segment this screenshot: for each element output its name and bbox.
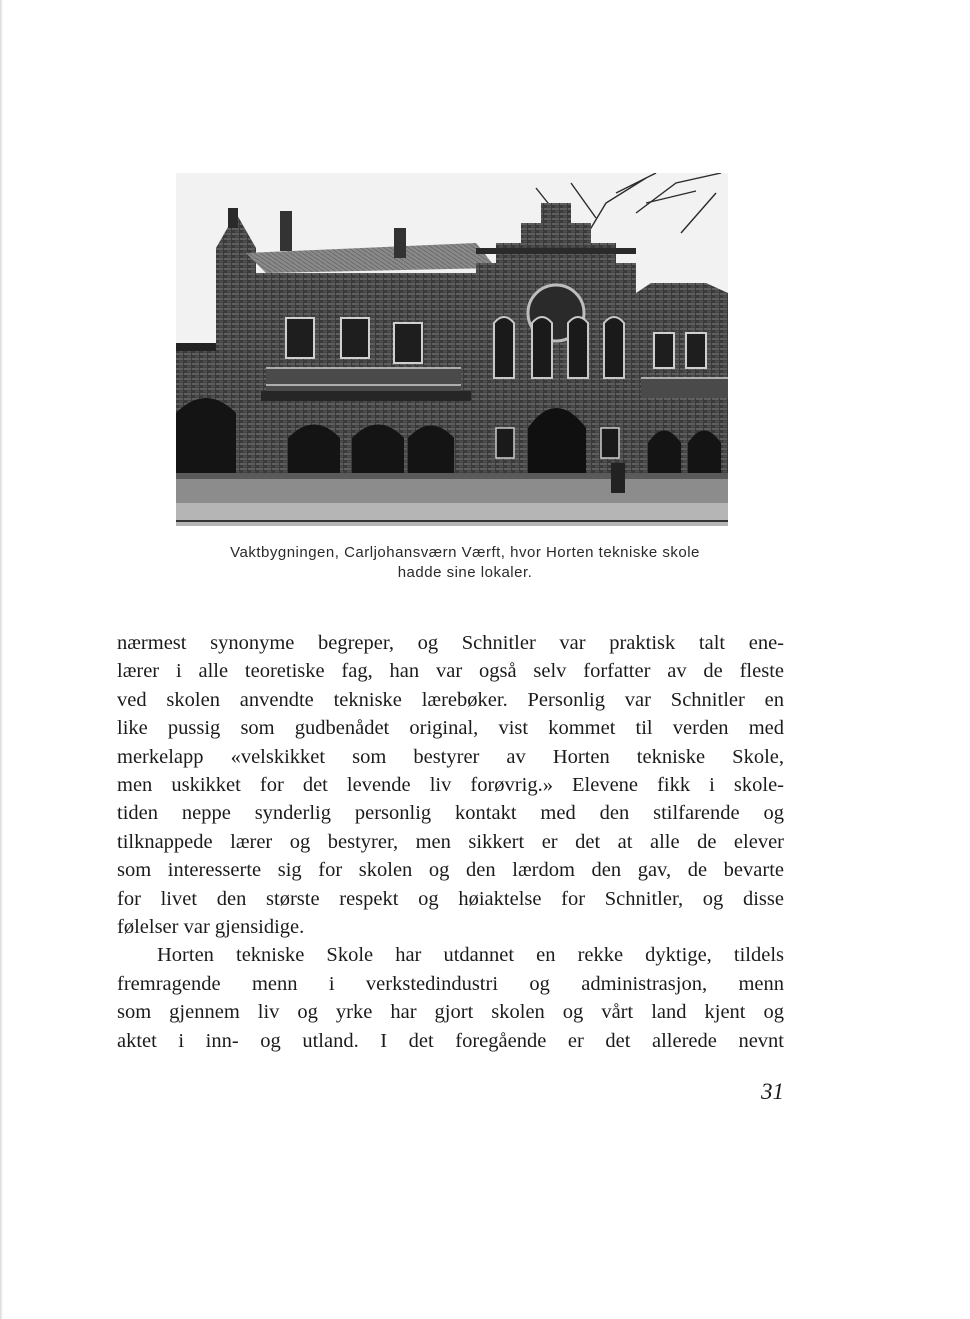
text-line: tiden neppe synderlig personlig kontakt med den stilfarende og bbox=[117, 802, 784, 825]
text-line: fremragende menn i verkstedindustri og administrasjon, menn bbox=[117, 972, 784, 995]
text-line: aktet i inn- og utland. I det foregående er det allerede nevnt bbox=[117, 1029, 784, 1052]
page-edge-shadow bbox=[0, 0, 3, 1319]
text-line: følelser var gjensidige. bbox=[117, 916, 305, 939]
text-line: som interesserte sig for skolen og den lærdom den gav, de bevarte bbox=[117, 859, 784, 882]
text-line: Horten tekniske Skole har utdannet en rekke dyktige, tildels bbox=[157, 944, 784, 967]
text-line: som gjennem liv og yrke har gjort skolen og vårt land kjent og bbox=[117, 1001, 784, 1024]
page-number: 31 bbox=[761, 1079, 784, 1104]
figure-caption bbox=[150, 543, 780, 583]
building-photograph bbox=[176, 173, 728, 526]
caption-line: hadde sine lokaler. bbox=[397, 564, 533, 581]
text-line: tilknappede lærer og bestyrer, men sikkert er det at alle de elever bbox=[117, 830, 784, 853]
text-line: for livet den største respekt og høiaktelse for Schnitler, og disse bbox=[117, 887, 784, 910]
caption-line: Vaktbygningen, Carljohansværn Værft, hvor Horten tekniske skole bbox=[230, 544, 700, 561]
body-text bbox=[117, 629, 784, 1055]
text-line: nærmest synonyme begreper, og Schnitler var praktisk talt ene- bbox=[117, 632, 784, 654]
text-line: like pussig som gudbenådet original, vist kommet til verden med bbox=[117, 717, 784, 740]
text-line: men uskikket for det levende liv forøvrig.» Elevene fikk i skole- bbox=[117, 774, 784, 797]
text-line: ved skolen anvendte tekniske lærebøker. Personlig var Schnitler en bbox=[117, 688, 784, 711]
text-line: merkelapp «velskikket som bestyrer av Horten tekniske Skole, bbox=[117, 745, 784, 768]
text-line: lærer i alle teoretiske fag, han var også selv forfatter av de fleste bbox=[117, 660, 784, 683]
